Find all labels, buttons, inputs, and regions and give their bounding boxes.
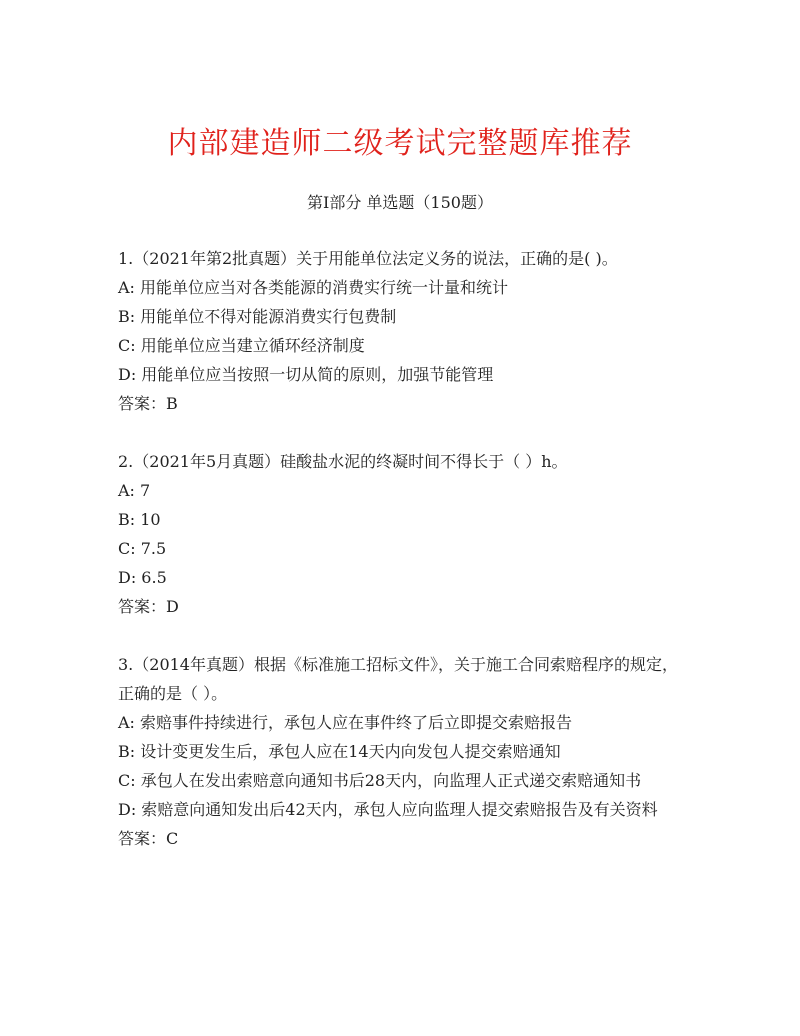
section-heading: 第I部分 单选题（150题） xyxy=(307,193,493,212)
option-b: B: 设计变更发生后，承包人应在14天内向发包人提交索赔通知 xyxy=(118,742,561,761)
answer-text: 答案：C xyxy=(118,829,179,848)
option-c: C: 用能单位应当建立循环经济制度 xyxy=(118,336,365,355)
option-d: D: 6.5 xyxy=(118,568,167,587)
option-b: B: 10 xyxy=(118,510,161,529)
option-a: A: 用能单位应当对各类能源的消费实行统一计量和统计 xyxy=(118,278,509,297)
question-stem: 2.（2021年5月真题）硅酸盐水泥的终凝时间不得长于（ ）h。 xyxy=(118,452,568,471)
option-d: D: 用能单位应当按照一切从简的原则，加强节能管理 xyxy=(118,365,494,384)
option-a: A: 7 xyxy=(118,481,151,500)
option-a: A: 索赔事件持续进行，承包人应在事件终了后立即提交索赔报告 xyxy=(118,713,573,732)
option-c: C: 7.5 xyxy=(118,539,167,558)
document-title: 内部建造师二级考试完整题库推荐 xyxy=(167,126,633,161)
option-b: B: 用能单位不得对能源消费实行包费制 xyxy=(118,307,397,326)
question-stem: 1.（2021年第2批真题）关于用能单位法定义务的说法，正确的是( )。 xyxy=(118,249,618,268)
answer-text: 答案：D xyxy=(118,597,179,616)
question-2 xyxy=(118,447,678,621)
question-1 xyxy=(118,244,678,418)
question-list xyxy=(118,244,678,882)
option-c: C: 承包人在发出索赔意向通知书后28天内，向监理人正式递交索赔通知书 xyxy=(118,771,642,790)
option-d: D: 索赔意向通知发出后42天内，承包人应向监理人提交索赔报告及有关资料 xyxy=(118,800,658,819)
answer-text: 答案：B xyxy=(118,394,178,413)
question-stem: 3.（2014年真题）根据《标准施工招标文件》，关于施工合同索赔程序的规定，正确的是（ ）。 xyxy=(118,655,678,703)
question-3 xyxy=(118,650,678,853)
